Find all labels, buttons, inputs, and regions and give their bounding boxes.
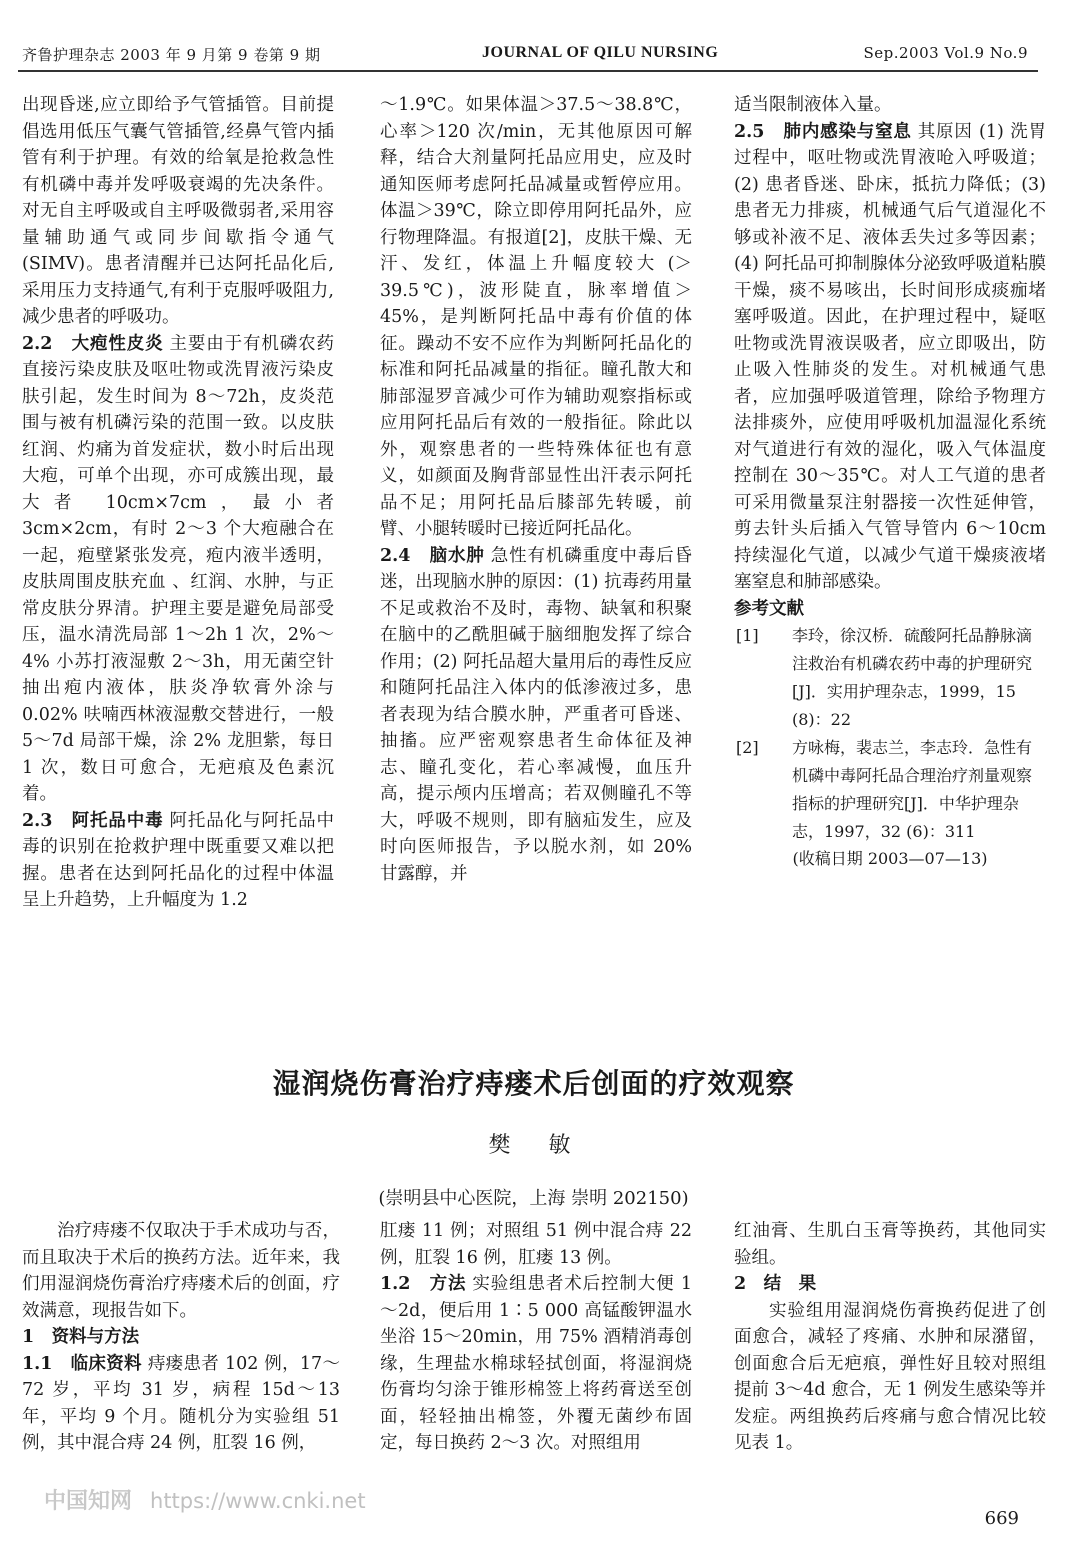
page-number: 669 [984, 1508, 1019, 1529]
article-author: 樊 敏 [488, 1133, 579, 1158]
section-heading: 2.4 脑水肿 [380, 545, 485, 566]
top-column-1 [22, 92, 334, 914]
reference-number: [1] [736, 626, 759, 645]
section-heading: 1.1 临床资料 [22, 1353, 142, 1374]
section-2-3 [22, 808, 334, 914]
paragraph: ～1.9℃。如果体温＞37.5～38.8℃，心率＞120 次/min，无其他原因可解释，结合大剂量阿托品应用史，应及时通知医师考虑阿托品减量或暂停应用。体温＞39℃，除立即停用阿托品外，应行物理降温。有报道[2]，皮肤干燥、无汗、发红，体温上升幅度较大 (＞39.5℃)，波形陡直，脉率增值＞45%，是判断阿托品中毒有价值的体征。躁动不安不应作为判断阿托品化的标准和阿托品减量的指征。瞳孔散大和肺部湿罗音减少可作为辅助观察指标或应用阿托品后有效的一般指征。除此以外，观察患者的一些特殊体征也有意义，如颜面及胸背部显性出汗表示阿托品不足；用阿托品后膝部先转暖，前臂、小腿转暖时已接近阿托品化。 [380, 95, 692, 539]
journal-issue-en: Sep.2003 Vol.9 No.9 [863, 44, 1028, 62]
bottom-column-2 [380, 1218, 692, 1457]
reference-text: 方咏梅，裴志兰，李志玲．急性有机磷中毒阿托品合理治疗剂量观察指标的护理研究[J]．中华护理杂志，1997，32 (6)：311 [792, 738, 1033, 841]
watermark-logo: 中国知网 [44, 1489, 133, 1514]
journal-name-en: JOURNAL OF QILU NURSING [482, 44, 719, 61]
paragraph: 适当限制液体入量。 [734, 95, 892, 115]
section-2-4 [380, 543, 692, 888]
running-header [22, 44, 1032, 70]
section-body: 实验组患者术后控制大便 1～2d，便后用 1∶5 000 高锰酸钾温水坐浴 15～20min，用 75% 酒精消毒创缘，生理盐水棉球轻拭创面，将湿润烧伤膏均匀涂于锥形棉签上将药膏送至创面，轻轻抽出棉签，外覆无菌纱布固定，每日换药 2～3 次。对照组用 [380, 1274, 693, 1453]
top-column-3 [734, 92, 1046, 873]
section-2-5 [734, 119, 1046, 596]
section-body: 主要由于有机磷农药直接污染皮肤及呕吐物或洗胃液污染皮肤引起，发生时间为 8～72h，皮炎范围与被有机磷污染的范围一致。以皮肤红润、灼痛为首发症状，数小时后出现大疱，可单个出现，亦可成簇出现，最大者 10cm×7cm，最小者 3cm×2cm，有时 2～3 个大疱融合在一起，疱壁紧张发亮，疱内液半透明，皮肤周围皮肤充血 、红润、水肿，与正常皮肤分界清。护理主要是避免局部受压，温水清洗局部 1～2h 1 次，2%～4% 小苏打液湿敷 2～3h，用无菌空针抽出疱内液体，肤炎净软膏外涂与 0.02% 呋喃西林液湿敷交替进行，一般 5～7d 局部干燥，涂 2% 龙胆紫，每日 1 次，数日可愈合，无疤痕及色素沉着。 [22, 333, 335, 804]
article-title: 湿润烧伤膏治疗痔瘘术后创面的疗效观察 [272, 1067, 795, 1100]
section-2-2 [22, 331, 334, 808]
reference-number: [2] [736, 738, 759, 757]
watermark-url: https://www.cnki.net [150, 1489, 366, 1513]
references-heading: 参考文献 [734, 598, 804, 619]
section-body: 痔瘘患者 102 例，17～72 岁，平均 31 岁，病程 15d～13 年，平均 9 个月。随机分为实验组 51 例，其中混合痔 24 例，肛裂 16 例， [22, 1353, 341, 1453]
paragraph: 出现昏迷,应立即给予气管插管。目前提倡选用低压气囊气管插管,经鼻气管内插管有利于护理。有效的给氧是抢救急性有机磷中毒并发呼吸衰竭的先决条件。对无自主呼吸或自主呼吸微弱者,采用容量辅助通气或同步间歇指令通气(SIMV)。患者清醒并已达阿托品化后,采用压力支持通气,有利于克服呼吸阻力,减少患者的呼吸功。 [22, 95, 334, 327]
paragraph: 肛瘘 11 例；对照组 51 例中混合痔 22 例，肛裂 16 例，肛瘘 13 例。 [380, 1221, 692, 1268]
author-affiliation: (崇明县中心医院，上海 崇明 202150) [378, 1188, 689, 1209]
section-heading-2: 2 结 果 [734, 1274, 817, 1294]
reference-item [734, 622, 1046, 734]
journal-issue-cn: 齐鲁护理杂志 2003 年 9 月第 9 卷第 9 期 [22, 46, 321, 64]
paragraph: 红油膏、生肌白玉膏等换药，其他同实验组。 [734, 1221, 1046, 1268]
section-heading-1: 1 资料与方法 [22, 1327, 140, 1347]
received-date: (收稿日期 2003—07—13) [792, 849, 988, 868]
reference-text: 李玲，徐汉桥．硫酸阿托品静脉滴注救治有机磷农药中毒的护理研究 [J]．实用护理杂志，1999，15 (8)：22 [792, 626, 1033, 729]
bottom-column-3 [734, 1218, 1046, 1457]
paragraph: 治疗痔瘘不仅取决于手术成功与否，而且取决于术后的换药方法。近年来，我们用湿润烧伤膏治疗痔瘘术后的创面，疗效满意，现报告如下。 [22, 1221, 340, 1321]
cnki-watermark [44, 1484, 366, 1515]
section-heading: 2.5 肺内感染与窒息 [734, 121, 912, 142]
section-body: 阿托品化与阿托品中毒的识别在抢救护理中既重要又难以把握。患者在达到阿托品化的过程中体温呈上升趋势，上升幅度为 1.2 [22, 810, 335, 910]
top-column-2 [380, 92, 692, 887]
section-heading: 2.2 大疱性皮炎 [22, 333, 164, 354]
bottom-column-1 [22, 1218, 340, 1457]
section-heading: 1.2 方法 [380, 1274, 467, 1294]
section-body: 其原因 (1) 洗胃过程中，呕吐物或洗胃液呛入呼吸道；(2) 患者昏迷、卧床，抵抗力降低；(3) 患者无力排痰，机械通气后气道湿化不够或补液不足、液体丢失过多等因素；(4) 阿托品可抑制腺体分泌致呼吸道粘膜干燥，痰不易咳出，长时间形成痰痂堵塞呼吸道。因此，在护理过程中，疑呕吐物或洗胃液误吸者，应立即吸出，防止吸入性肺炎的发生。对机械通气患者，应加强呼吸道管理，除给予物理方法排痰外，应使用呼吸机加温湿化系统对气道进行有效的湿化，吸入气体温度控制在 30～35℃。对人工气道的患者可采用微量泵注射器接一次性延伸管，剪去针头后插入气管导管内 6～10cm 持续湿化气道，以减少气道干燥痰液堵塞窒息和肺部感染。 [734, 121, 1046, 592]
header-rule [18, 70, 1038, 72]
section-1-2 [380, 1271, 692, 1457]
reference-item [734, 734, 1046, 846]
section-heading: 2.3 阿托品中毒 [22, 810, 164, 831]
paragraph: 实验组用湿润烧伤膏换药促进了创面愈合，减轻了疼痛、水肿和尿潴留，创面愈合后无疤痕，弹性好且较对照组提前 3～4d 愈合，无 1 例发生感染等并发症。两组换药后疼痛与愈合情况比较见表 1。 [734, 1300, 1046, 1453]
section-1-1 [22, 1351, 340, 1457]
section-body: 急性有机磷重度中毒后昏迷，出现脑水肿的原因：(1) 抗毒药用量不足或救治不及时，毒物、缺氧和积聚在脑中的乙酰胆碱于脑细胞发挥了综合作用；(2) 阿托品超大量用后的毒性反应和随阿托品注入体内的低渗液过多，患者表现为结合膜水肿，严重者可昏迷、抽搐。应严密观察患者生命体征及神志、瞳孔变化，若心率减慢，血压升高，提示颅内压增高；若双侧瞳孔不等大，呼吸不规则，即有脑疝发生，应及时向医师报告，予以脱水剂，如 20% 甘露醇，并 [380, 545, 692, 884]
